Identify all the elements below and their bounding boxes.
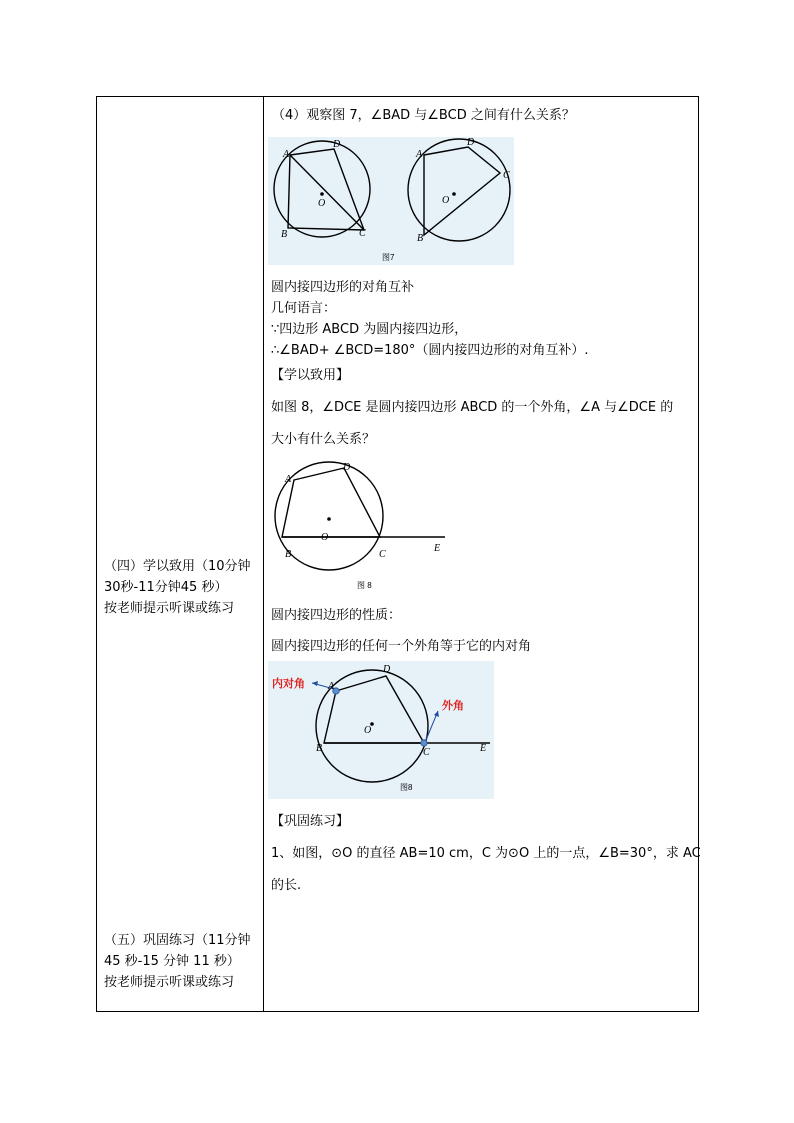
- figure-8b: [268, 661, 494, 799]
- left-section-4-line: 30秒-11分钟45 秒）: [104, 580, 228, 595]
- practice-question-line-1: 1、如图，⊙O 的直径 AB=10 cm，C 为⊙O 上的一点，∠B=30°，求 AC: [271, 846, 701, 861]
- theorem-title: 圆内接四边形的对角互补: [271, 280, 415, 295]
- left-section-5-line: 45 秒-15 分钟 11 秒）: [104, 954, 240, 969]
- label-e-8a: E: [434, 543, 441, 554]
- figure-8b-caption: 图8: [400, 783, 413, 792]
- label-d-8a: D: [343, 462, 351, 473]
- label-d-8b: D: [383, 664, 391, 675]
- label-b-left: B: [281, 229, 288, 240]
- figure-7: [268, 137, 514, 265]
- apply-question-line-2: 大小有什么关系？: [271, 432, 376, 447]
- label-o-left: O: [318, 198, 326, 209]
- circle-8a: [275, 462, 383, 570]
- center-dot-left: [320, 192, 324, 196]
- exterior-angle-label: 外角: [442, 699, 464, 712]
- center-dot-right: [452, 192, 456, 196]
- label-o-8b: O: [364, 725, 372, 736]
- label-b-right: B: [417, 233, 424, 244]
- left-section-5: [104, 930, 260, 993]
- interior-angle-label: 内对角: [272, 677, 305, 690]
- practice-question-line-2: 的长.: [271, 878, 302, 893]
- label-a-right: A: [416, 149, 423, 160]
- label-e-8b: E: [480, 743, 487, 754]
- practice-heading: 【巩固练习】: [271, 814, 350, 829]
- figure-7-caption: 图7: [382, 253, 395, 262]
- quad-8a: [282, 468, 380, 537]
- apply-question-line-1: 如图 8，∠DCE 是圆内接四边形 ABCD 的一个外角，∠A 与∠DCE 的: [271, 400, 674, 415]
- label-d-right: D: [467, 137, 475, 148]
- q4-question: （4）观察图 7，∠BAD 与∠BCD 之间有什么关系？: [272, 108, 575, 123]
- figure-8a: [268, 458, 456, 596]
- table-column-divider: [263, 96, 264, 1012]
- figure-8a-caption: 图 8: [357, 581, 372, 590]
- label-c-right: C: [503, 170, 510, 181]
- figure-8a-shapes: [275, 462, 445, 570]
- label-b-8b: B: [316, 743, 323, 754]
- center-dot-8a: [327, 517, 331, 521]
- label-b-8a: B: [285, 549, 292, 560]
- label-a-8b: A: [328, 681, 335, 692]
- figure-7-background: [268, 137, 514, 265]
- label-d-left: D: [333, 139, 341, 150]
- label-c-left: C: [359, 228, 366, 239]
- theorem-language-label: 几何语言：: [271, 301, 337, 316]
- left-section-5-line: 按老师提示听课或练习: [104, 975, 235, 990]
- left-section-5-line: （五）巩固练习（11分钟: [104, 933, 251, 948]
- left-section-4-line: 按老师提示听课或练习: [104, 601, 235, 616]
- left-section-4-line: （四）学以致用（10分钟: [104, 559, 251, 574]
- label-o-right: O: [442, 195, 450, 206]
- label-a-left: A: [283, 149, 290, 160]
- label-c-8a: C: [379, 549, 386, 560]
- label-a-8a: A: [285, 474, 292, 485]
- angle-marker-c: [421, 740, 427, 746]
- label-c-8b: C: [423, 747, 430, 758]
- apply-heading: 【学以致用】: [271, 368, 350, 383]
- property-title: 圆内接四边形的性质：: [271, 608, 402, 623]
- property-statement: 圆内接四边形的任何一个外角等于它的内对角: [271, 639, 532, 654]
- theorem-given: ∵四边形 ABCD 为圆内接四边形，: [271, 322, 468, 337]
- left-section-4: [104, 556, 260, 619]
- theorem-conclusion: ∴∠BAD+ ∠BCD=180°（圆内接四边形的对角互补）.: [271, 343, 589, 358]
- label-o-8a: O: [321, 532, 329, 543]
